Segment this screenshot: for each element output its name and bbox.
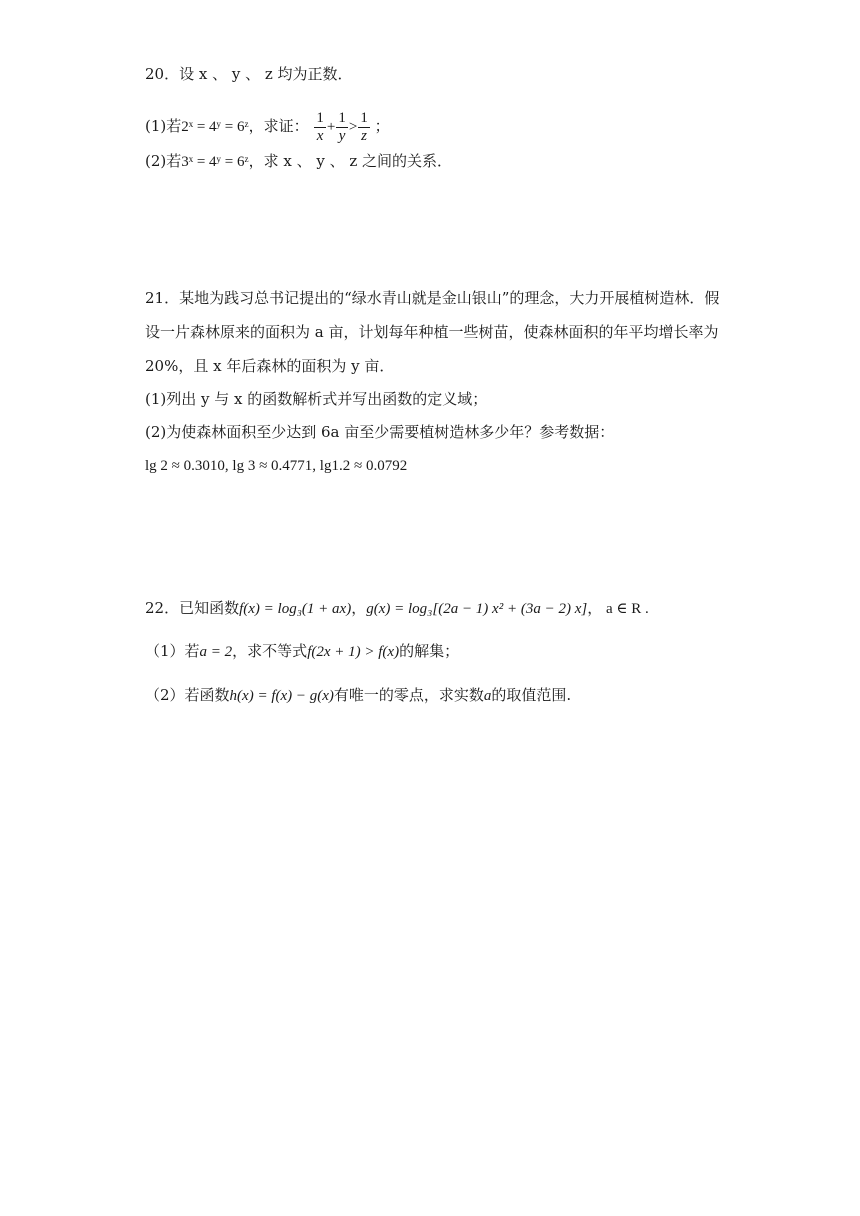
q20-p2-equation: 3ˣ = 4ʸ = 6ᶻ (181, 154, 249, 170)
q22-part2 (145, 685, 571, 706)
q22-a-domain: ， a ∈ R . (587, 601, 649, 617)
q20-p1-tail: ； (374, 116, 390, 135)
q20-p1-prefix: (1)若 (145, 116, 182, 135)
q21-stem-line2: 设一片森林原来的面积为 a 亩，计划每年种植一些树苗，使森林面积的年平均增长率为 (145, 323, 719, 341)
q20-part1 (145, 110, 390, 145)
q20-p2-tail: ，求 x 、 y 、 z 之间的关系． (248, 152, 453, 170)
q21-part2: (2)为使森林面积至少达到 6a 亩至少需要植树造林多少年？参考数据： (145, 423, 615, 441)
q22-f-definition: f(x) = log₃(1 + ax) (239, 601, 352, 617)
q22-prefix: 22．已知函数 (145, 599, 240, 617)
q20-p2-prefix: (2)若 (145, 152, 182, 170)
q21-stem-line1: 21．某地为践习总书记提出的“绿水青山就是金山银山”的理念，大力开展植树造林．假 (145, 289, 720, 307)
q22-stem (145, 598, 649, 619)
q20-p1-mid: ，求证： (248, 116, 309, 135)
q22-p1-tail: 的解集； (399, 642, 460, 660)
q22-part1 (145, 641, 459, 662)
q22-p2-prefix: （2）若函数 (145, 686, 230, 704)
q20-part2 (145, 151, 452, 172)
q22-p2-tail: 的取值范围. (491, 686, 572, 704)
q21-reference-data: lg 2 ≈ 0.3010, lg 3 ≈ 0.4771, lg1.2 ≈ 0.0792 (145, 458, 408, 474)
q22-p2-function: h(x) = f(x) − g(x) (229, 688, 334, 704)
q22-p2-variable: a (483, 688, 492, 704)
q22-separator: ， (351, 599, 367, 617)
q22-p2-mid: 有唯一的零点，求实数 (333, 686, 484, 704)
q22-p1-inequality: f(2x + 1) > f(x) (307, 644, 400, 660)
q20-p1-equation: 2ˣ = 4ʸ = 6ᶻ (181, 118, 249, 135)
q21-part1: (1)列出 y 与 x 的函数解析式并写出函数的定义域； (145, 390, 488, 408)
q21-stem-line3: 20%，且 x 年后森林的面积为 y 亩． (145, 357, 395, 375)
q22-p1-condition: a = 2 (199, 644, 233, 660)
q20-stem: 20．设 x 、 y 、 z 均为正数． (145, 65, 353, 83)
q22-g-definition: g(x) = log₃[(2a − 1) x² + (3a − 2) x] (366, 601, 588, 617)
q22-p1-prefix: （1）若 (145, 642, 200, 660)
q22-p1-mid: ，求不等式 (232, 642, 308, 660)
q20-p1-inequality: $\frac{1}{x}$ + $\frac{1}{y}$ > $\frac{1}{z}$ (316, 110, 368, 144)
